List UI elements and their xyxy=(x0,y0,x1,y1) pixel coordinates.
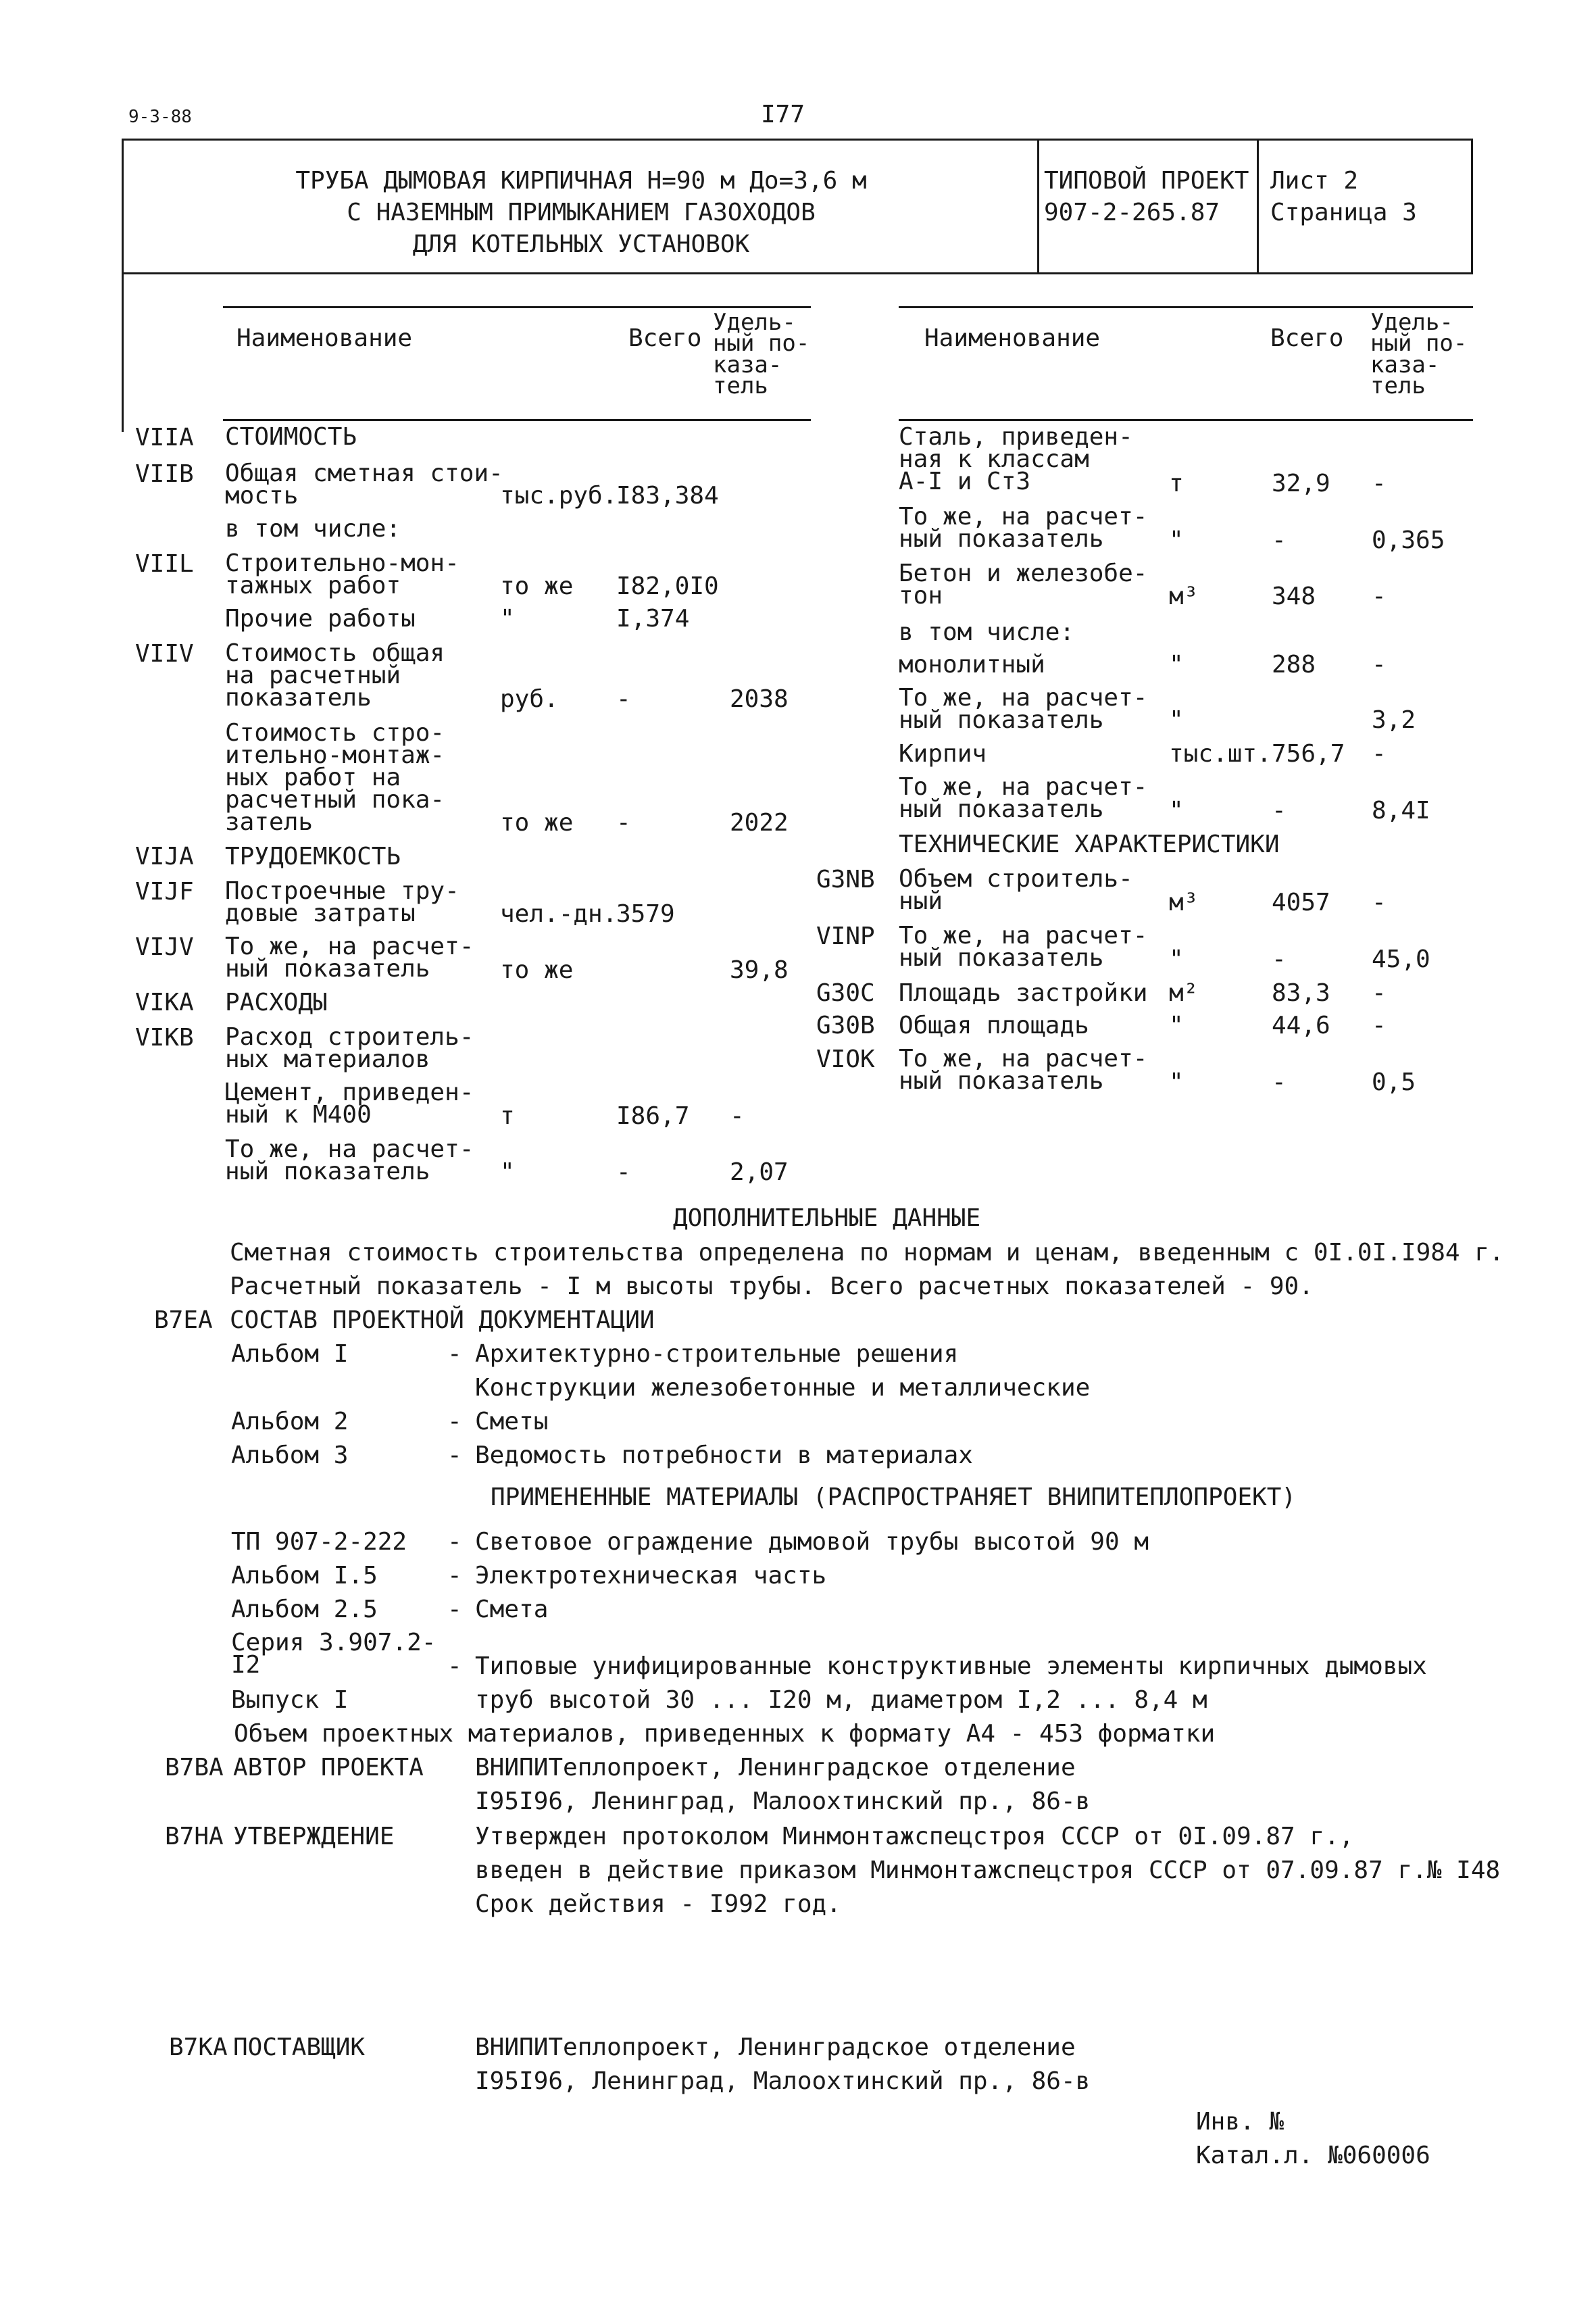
row-name: Общая сметная стои- мость xyxy=(225,460,503,510)
row-name: Стоимость общая на расчетный показатель xyxy=(225,639,445,712)
row-name: Расход строитель- ных материалов xyxy=(225,1023,474,1074)
item-dash: - xyxy=(447,1596,462,1623)
row-code: VIIV xyxy=(135,640,194,668)
composition-heading: СОСТАВ ПРОЕКТНОЙ ДОКУМЕНТАЦИИ xyxy=(230,1306,655,1334)
row-unit: м³ xyxy=(1169,889,1199,916)
row-unit: то же xyxy=(500,956,574,984)
row-specific: 3,2 xyxy=(1372,706,1416,734)
left-col-total: Всего xyxy=(628,324,702,352)
page-number: I77 xyxy=(761,101,805,128)
series-label: Серия 3.907.2- I2 xyxy=(231,1629,437,1679)
row-name: То же, на расчет- ный показатель xyxy=(899,773,1148,824)
row-total: - xyxy=(1272,797,1287,824)
row-unit: т xyxy=(500,1102,515,1130)
row-name: СТОИМОСТЬ xyxy=(225,423,357,451)
row-total: - xyxy=(616,1158,631,1186)
right-col-specific: Удель- ный по- каза- тель xyxy=(1370,309,1468,399)
approval-code: В7НА xyxy=(165,1823,224,1850)
item-text: Конструкции железобетонные и металлические xyxy=(475,1374,1091,1402)
row-name: То же, на расчет- ный показатель xyxy=(899,503,1148,553)
catalog-number: Катал.л. №060006 xyxy=(1196,2142,1430,2169)
row-specific: 39,8 xyxy=(730,956,789,984)
row-specific: - xyxy=(1372,889,1387,916)
row-specific: - xyxy=(1372,740,1387,768)
row-code: G3NB xyxy=(816,866,875,893)
approval-line-3: Срок действия - I992 год. xyxy=(475,1890,841,1918)
row-total: 4057 xyxy=(1272,889,1330,916)
row-total: 32,9 xyxy=(1272,470,1330,497)
row-code: VINP xyxy=(816,922,875,950)
approval-line-2: введен в действие приказом Минмонтажспецстроя СССР от 07.09.87 г.№ I48 xyxy=(475,1856,1501,1884)
row-total: I82,0I0 xyxy=(616,572,719,600)
row-unit: м³ xyxy=(1169,583,1199,610)
approval-heading: УТВЕРЖДЕНИЕ xyxy=(233,1823,395,1850)
row-unit: тыс.шт. xyxy=(1169,740,1272,768)
row-code: VIKA xyxy=(135,989,194,1016)
row-unit: " xyxy=(500,1158,515,1186)
row-unit: т xyxy=(1169,470,1184,497)
row-specific: 0,5 xyxy=(1372,1068,1416,1096)
title-line-3: ДЛЯ КОТЕЛЬНЫХ УСТАНОВОК xyxy=(412,230,750,258)
row-total: 288 xyxy=(1272,651,1316,679)
item-text: Ведомость потребности в материалах xyxy=(475,1442,973,1469)
item-dash: - xyxy=(447,1442,462,1469)
row-specific: 2038 xyxy=(730,685,789,713)
row-name: Цемент, приведен- ный к М400 xyxy=(225,1079,474,1129)
row-unit: " xyxy=(1169,1012,1184,1039)
row-name: То же, на расчет- ный показатель xyxy=(899,684,1148,735)
row-name: Стоимость стро- ительно-монтаж- ных работ на расчетный пока- затель xyxy=(225,719,445,837)
item-dash: - xyxy=(447,1340,462,1368)
row-name: Построечные тру- довые затраты xyxy=(225,877,459,928)
row-code: VIJV xyxy=(135,933,194,961)
row-name: Прочие работы xyxy=(225,605,416,633)
row-name: в том числе: xyxy=(899,618,1075,646)
project-number: 907-2-265.87 xyxy=(1044,199,1220,226)
row-code: G30C xyxy=(816,979,875,1007)
author-line-2: I95I96, Ленинград, Малоохтинский пр., 86-в xyxy=(475,1788,1091,1815)
author-heading: АВТОР ПРОЕКТА xyxy=(233,1754,424,1781)
row-name: монолитный xyxy=(899,651,1045,679)
row-name: Бетон и железобе- тон xyxy=(899,560,1148,610)
row-code: VIOK xyxy=(816,1045,875,1073)
row-name: То же, на расчет- ный показатель xyxy=(899,1045,1148,1096)
additional-line-1: Сметная стоимость строительства определена по нормам и ценам, введенным с 0I.0I.I984 г. xyxy=(230,1239,1504,1266)
title-line-2: С НАЗЕМНЫМ ПРИМЫКАНИЕМ ГАЗОХОДОВ xyxy=(347,199,816,226)
supplier-line-1: ВНИПИТеплопроект, Ленинградское отделение xyxy=(475,2034,1076,2061)
author-code: В7ВА xyxy=(165,1754,224,1781)
row-specific: - xyxy=(1372,1012,1387,1039)
row-name: То же, на расчет- ный показатель xyxy=(899,922,1148,973)
row-specific: 2022 xyxy=(730,809,789,837)
supplier-code: В7КА xyxy=(169,2034,228,2061)
row-unit: то же xyxy=(500,809,574,837)
row-name: Сталь, приведен- ная к классам А-I и Ст3 xyxy=(899,423,1133,496)
row-code: VIJF xyxy=(135,878,194,906)
row-unit: " xyxy=(1169,1068,1184,1096)
title-line-1: ТРУБА ДЫМОВАЯ КИРПИЧНАЯ Н=90 м До=3,6 м xyxy=(295,167,867,195)
row-total: 756,7 xyxy=(1272,740,1345,768)
item-label: Альбом 3 xyxy=(231,1442,349,1469)
row-name: ТРУДОЕМКОСТЬ xyxy=(225,843,401,870)
item-text: Смета xyxy=(475,1596,549,1623)
row-code: VIIA xyxy=(135,424,194,451)
row-specific: 45,0 xyxy=(1372,945,1430,973)
row-total: I86,7 xyxy=(616,1102,690,1130)
row-specific: - xyxy=(1372,979,1387,1007)
author-line-1: ВНИПИТеплопроект, Ленинградское отделение xyxy=(475,1754,1076,1781)
composition-code: В7ЕА xyxy=(154,1306,213,1334)
item-text: Сметы xyxy=(475,1408,549,1435)
row-total: - xyxy=(616,685,631,713)
row-name: Кирпич xyxy=(899,740,987,768)
row-name: РАСХОДЫ xyxy=(225,989,328,1016)
volume-line: Объем проектных материалов, приведенных к формату А4 - 453 форматки xyxy=(234,1720,1216,1748)
row-name: Объем строитель- ный xyxy=(899,865,1133,916)
right-col-total: Всего xyxy=(1270,324,1344,352)
project-label: ТИПОВОЙ ПРОЕКТ xyxy=(1044,167,1249,195)
row-specific: 8,4I xyxy=(1372,797,1430,824)
series-text: Типовые унифицированные конструктивные элементы кирпичных дымовых xyxy=(475,1652,1427,1680)
supplier-heading: ПОСТАВЩИК xyxy=(233,2034,366,2061)
row-name: Общая площадь xyxy=(899,1012,1089,1039)
row-total: - xyxy=(1272,1068,1287,1096)
row-name: Площадь застройки xyxy=(899,979,1148,1007)
row-total: - xyxy=(616,809,631,837)
row-total: 83,3 xyxy=(1272,979,1330,1007)
row-unit: " xyxy=(1169,797,1184,824)
row-code: VIIB xyxy=(135,460,194,488)
item-dash: - xyxy=(447,1562,462,1590)
row-name: Строительно-мон- тажных работ xyxy=(225,549,459,600)
row-unit: " xyxy=(1169,651,1184,679)
row-unit: " xyxy=(1169,945,1184,973)
row-total: 3579 xyxy=(616,900,675,928)
item-label: Альбом 2 xyxy=(231,1408,349,1435)
row-unit: то же xyxy=(500,572,574,600)
row-unit: " xyxy=(1169,526,1184,554)
applied-heading: ПРИМЕНЕННЫЕ МАТЕРИАЛЫ (РАСПРОСТРАНЯЕТ ВНИПИТЕПЛОПРОЕКТ) xyxy=(491,1483,1297,1511)
row-total: - xyxy=(1272,945,1287,973)
series-code: 9-3-88 xyxy=(128,107,192,127)
item-label: Альбом I xyxy=(231,1340,349,1368)
row-specific: 2,07 xyxy=(730,1158,789,1186)
item-label: ТП 907-2-222 xyxy=(231,1528,407,1556)
row-code: G30B xyxy=(816,1012,875,1039)
row-unit: " xyxy=(500,605,515,633)
left-col-name: Наименование xyxy=(236,324,413,352)
item-dash: - xyxy=(447,1408,462,1435)
row-code: VIJA xyxy=(135,843,194,870)
row-unit: чел.-дн. xyxy=(500,900,618,928)
item-label: Альбом I.5 xyxy=(231,1562,378,1590)
row-total: 348 xyxy=(1272,583,1316,610)
item-text: Архитектурно-строительные решения xyxy=(475,1340,959,1368)
row-unit: руб. xyxy=(500,685,559,713)
item-text: Световое ограждение дымовой трубы высотой 90 м xyxy=(475,1528,1149,1556)
item-label: Альбом 2.5 xyxy=(231,1596,378,1623)
left-col-specific: Удель- ный по- каза- тель xyxy=(713,309,810,399)
page-label: Страница 3 xyxy=(1270,199,1417,226)
additional-heading: ДОПОЛНИТЕЛЬНЫЕ ДАННЫЕ xyxy=(673,1204,981,1232)
issue-text: труб высотой 30 ... I20 м, диаметром I,2 ... 8,4 м xyxy=(475,1686,1207,1714)
row-code: VIKB xyxy=(135,1024,194,1052)
sheet-number: Лист 2 xyxy=(1270,167,1359,195)
issue-label: Выпуск I xyxy=(231,1686,349,1714)
row-name: То же, на расчет- ный показатель xyxy=(225,1135,474,1186)
right-col-name: Наименование xyxy=(924,324,1101,352)
approval-line-1: Утвержден протоколом Минмонтажспецстроя СССР от 0I.09.87 г., xyxy=(475,1823,1354,1850)
row-total: - xyxy=(1272,526,1287,554)
row-unit: " xyxy=(1169,706,1184,734)
row-code: VIIL xyxy=(135,550,194,578)
additional-line-2: Расчетный показатель - I м высоты трубы. Всего расчетных показателей - 90. xyxy=(230,1273,1314,1300)
row-specific: 0,365 xyxy=(1372,526,1445,554)
row-specific: - xyxy=(1372,651,1387,679)
inventory-number: Инв. № xyxy=(1196,2108,1285,2136)
supplier-line-2: I95I96, Ленинград, Малоохтинский пр., 86-в xyxy=(475,2067,1091,2095)
row-specific: - xyxy=(730,1102,745,1130)
item-dash: - xyxy=(447,1528,462,1556)
row-unit: м² xyxy=(1169,979,1199,1007)
row-specific: - xyxy=(1372,583,1387,610)
row-name: в том числе: xyxy=(225,515,401,543)
row-total: I83,384 xyxy=(616,482,719,510)
series-dash: - xyxy=(447,1652,462,1680)
row-total: 44,6 xyxy=(1272,1012,1330,1039)
row-specific: - xyxy=(1372,470,1387,497)
row-name: ТЕХНИЧЕСКИЕ ХАРАКТЕРИСТИКИ xyxy=(899,831,1280,858)
row-unit: тыс.руб. xyxy=(500,482,618,510)
row-name: То же, на расчет- ный показатель xyxy=(225,933,474,983)
item-text: Электротехническая часть xyxy=(475,1562,827,1590)
row-total: I,374 xyxy=(616,605,690,633)
